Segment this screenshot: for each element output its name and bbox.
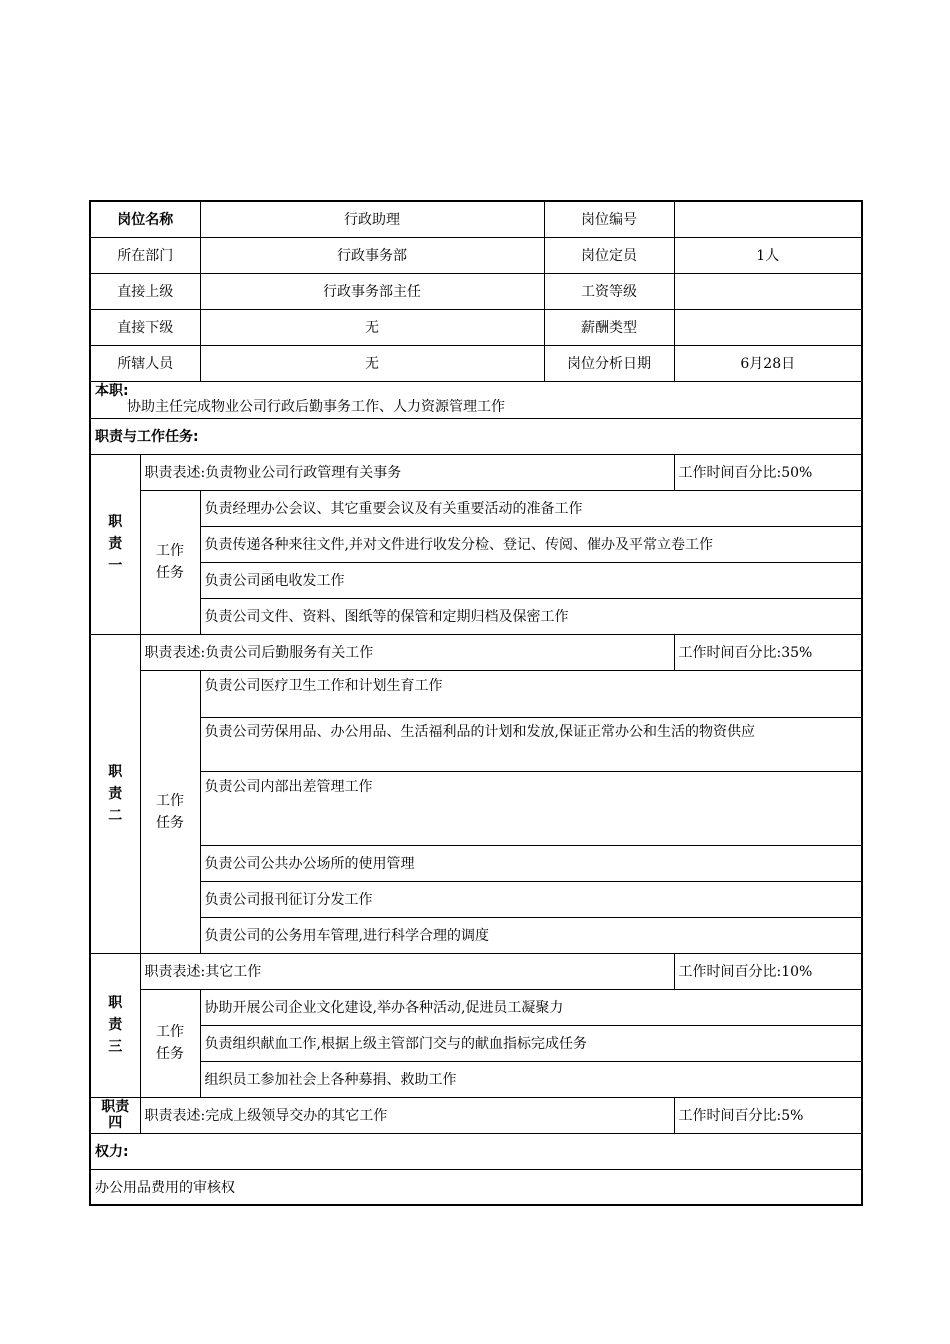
position-name-value: 行政助理 [200, 201, 544, 237]
duty-2-task-6: 负责公司的公务用车管理,进行科学合理的调度 [200, 917, 862, 953]
supervisor-value: 行政事务部主任 [200, 273, 544, 309]
staff-label: 所辖人员 [90, 345, 200, 381]
position-name-label: 岗位名称 [90, 201, 200, 237]
duty-1-task-2: 负责传递各种来往文件,并对文件进行收发分检、登记、传阅、催办及平常立卷工作 [200, 526, 862, 562]
duty-1-description: 职责表述:负责物业公司行政管理有关事务 [140, 454, 674, 490]
job-description-table [89, 200, 863, 1206]
duty-2-task-3: 负责公司内部出差管理工作 [200, 771, 862, 845]
summary-cell [90, 381, 862, 418]
duty-2-task-2: 负责公司劳保用品、办公用品、生活福利品的计划和发放,保证正常办公和生活的物资供应 [200, 717, 862, 771]
duty-2-label [90, 634, 140, 953]
analysis-date-label: 岗位分析日期 [544, 345, 674, 381]
subordinate-value: 无 [200, 309, 544, 345]
summary-text: 协助主任完成物业公司行政后勤事务工作、人力资源管理工作 [127, 398, 505, 415]
duty-2-task-4: 负责公司公共办公场所的使用管理 [200, 845, 862, 881]
salary-grade-value [674, 273, 862, 309]
duty-3-description: 职责表述:其它工作 [140, 953, 674, 989]
salary-grade-label: 工资等级 [544, 273, 674, 309]
duty-3-task-3: 组织员工参加社会上各种募捐、救助工作 [200, 1061, 862, 1097]
duty-1-task-label-text: 工作任务 [155, 543, 184, 581]
authority-text: 办公用品费用的审核权 [90, 1169, 862, 1205]
pay-type-label: 薪酬类型 [544, 309, 674, 345]
duty-2-percentage: 工作时间百分比:35% [674, 634, 862, 670]
duty-3-task-label [140, 989, 200, 1097]
duty-2-description: 职责表述:负责公司后勤服务有关工作 [140, 634, 674, 670]
job-description-sheet [89, 200, 861, 1206]
duty-4-description: 职责表述:完成上级领导交办的其它工作 [140, 1097, 674, 1133]
department-label: 所在部门 [90, 237, 200, 273]
duty-1-percentage: 工作时间百分比:50% [674, 454, 862, 490]
duty-2-task-label [140, 670, 200, 953]
duty-4-percentage: 工作时间百分比:5% [674, 1097, 862, 1133]
duty-1-task-label [140, 490, 200, 634]
duty-1-label-text: 职责一 [108, 514, 123, 574]
duty-3-label [90, 953, 140, 1097]
headcount-value: 1人 [674, 237, 862, 273]
duty-2-task-label-text: 工作任务 [155, 792, 184, 831]
authority-label: 权力: [90, 1133, 862, 1169]
supervisor-label: 直接上级 [90, 273, 200, 309]
summary-label: 本职: [95, 382, 129, 399]
subordinate-label: 直接下级 [90, 309, 200, 345]
duty-1-task-4: 负责公司文件、资料、图纸等的保管和定期归档及保密工作 [200, 598, 862, 634]
staff-value: 无 [200, 345, 544, 381]
duty-3-task-2: 负责组织献血工作,根据上级主管部门交与的献血指标完成任务 [200, 1025, 862, 1061]
duty-3-percentage: 工作时间百分比:10% [674, 953, 862, 989]
duty-2-task-1: 负责公司医疗卫生工作和计划生育工作 [200, 670, 862, 717]
duty-4-label [90, 1097, 140, 1133]
duty-3-label-text: 职责三 [108, 995, 123, 1055]
duty-2-label-text: 职责二 [108, 763, 123, 824]
duty-3-task-1: 协助开展公司企业文化建设,举办各种活动,促进员工凝聚力 [200, 989, 862, 1025]
duty-2-task-5: 负责公司报刊征订分发工作 [200, 881, 862, 917]
position-number-label: 岗位编号 [544, 201, 674, 237]
duty-4-label-text: 职责四 [101, 1099, 130, 1131]
duties-header: 职责与工作任务: [90, 418, 862, 454]
duty-1-task-3: 负责公司函电收发工作 [200, 562, 862, 598]
department-value: 行政事务部 [200, 237, 544, 273]
duty-1-label [90, 454, 140, 634]
analysis-date-value: 6月28日 [674, 345, 862, 381]
duty-1-task-1: 负责经理办公会议、其它重要会议及有关重要活动的准备工作 [200, 490, 862, 526]
duty-3-task-label-text: 工作任务 [155, 1024, 184, 1062]
pay-type-value [674, 309, 862, 345]
position-number-value [674, 201, 862, 237]
headcount-label: 岗位定员 [544, 237, 674, 273]
